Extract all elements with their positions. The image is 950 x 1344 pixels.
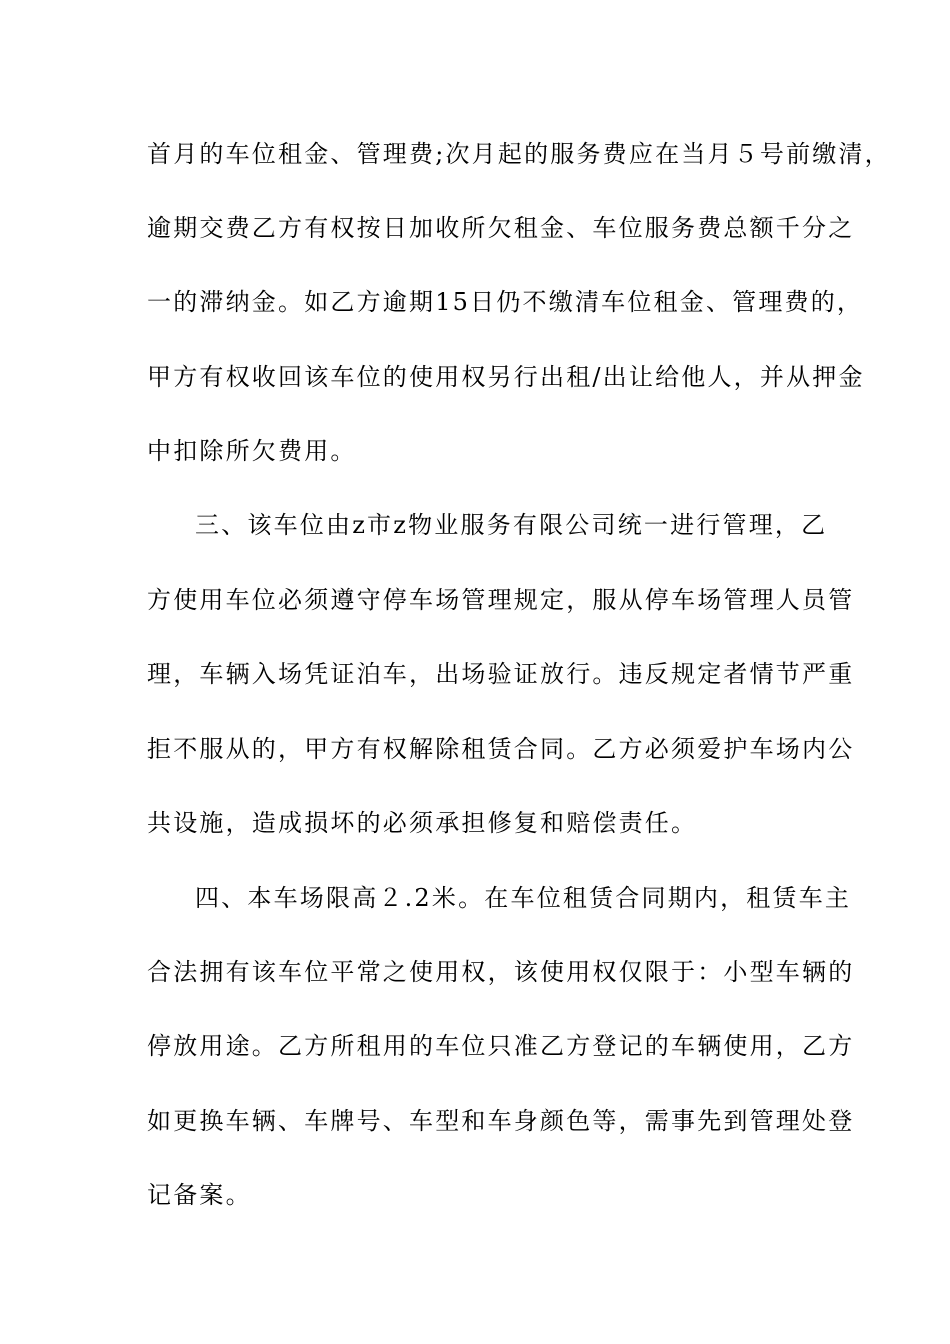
paragraph-3-line-5: 记备案。	[147, 1181, 252, 1209]
paragraph-2-line-1: 三、该车位由z市z物业服务有限公司统一进行管理，乙	[195, 511, 828, 539]
paragraph-3-line-4: 如更换车辆、车牌号、车型和车身颜色等，需事先到管理处登	[147, 1107, 855, 1135]
paragraph-3-line-1: 四、本车场限高２.2米。在车位租赁合同期内，租赁车主	[195, 884, 852, 912]
paragraph-2-line-2: 方使用车位必须遵守停车场管理规定，服从停车场管理人员管	[147, 586, 855, 614]
paragraph-3-line-3: 停放用途。乙方所租用的车位只准乙方登记的车辆使用，乙方	[147, 1032, 855, 1060]
paragraph-1-line-5: 中扣除所欠费用。	[147, 437, 357, 465]
paragraph-3-line-2: 合法拥有该车位平常之使用权，该使用权仅限于：小型车辆的	[147, 958, 855, 986]
paragraph-1-line-1: 首月的车位租金、管理费;次月起的服务费应在当月５号前缴清，	[147, 140, 891, 168]
paragraph-2-line-4: 拒不服从的，甲方有权解除租赁合同。乙方必须爱护车场内公	[147, 735, 855, 763]
paragraph-1-line-4: 甲方有权收回该车位的使用权另行出租/出让给他人，并从押金	[147, 363, 865, 391]
paragraph-1-line-3: 一的滞纳金。如乙方逾期15日仍不缴清车位租金、管理费的，	[147, 288, 864, 316]
paragraph-1-line-2: 逾期交费乙方有权按日加收所欠租金、车位服务费总额千分之	[147, 214, 855, 242]
paragraph-2-line-3: 理，车辆入场凭证泊车，出场验证放行。违反规定者情节严重	[147, 660, 855, 688]
paragraph-2-line-5: 共设施，造成损坏的必须承担修复和赔偿责任。	[147, 809, 698, 837]
